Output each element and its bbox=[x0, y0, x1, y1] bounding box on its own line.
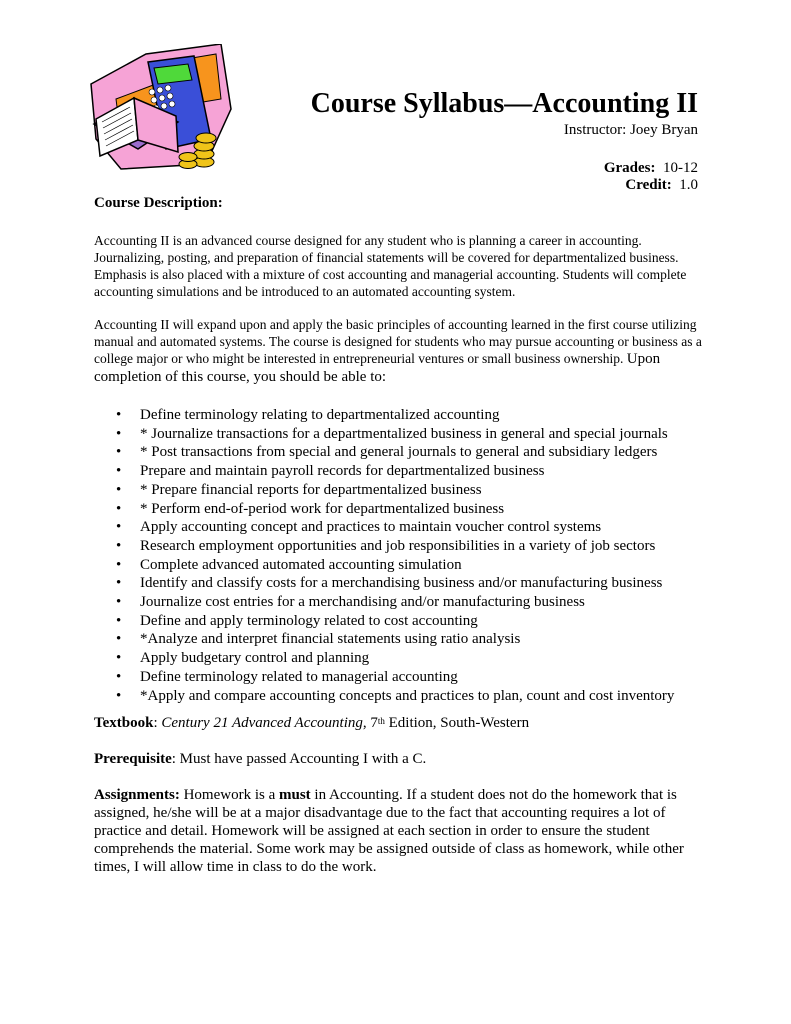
textbook-edition-number: , 7 bbox=[362, 715, 378, 732]
bullet-icon: • bbox=[116, 631, 122, 648]
bullet-icon: • bbox=[116, 500, 122, 517]
textbook-label: Textbook bbox=[94, 715, 154, 732]
list-item bbox=[116, 481, 704, 500]
list-item bbox=[116, 630, 704, 649]
list-item bbox=[116, 406, 704, 425]
assignments-text-before: Homework is a bbox=[179, 787, 279, 804]
objective-text: *Analyze and interpret financial statements using ratio analysis bbox=[140, 631, 521, 648]
bullet-icon: • bbox=[116, 575, 122, 592]
accounting-clipart-icon bbox=[86, 44, 236, 174]
list-item bbox=[116, 462, 704, 481]
objective-text: Apply budgetary control and planning bbox=[140, 650, 370, 667]
description-paragraph-2-tail: Upon completion of this course, you should be able to: bbox=[94, 351, 661, 385]
bullet-icon: • bbox=[116, 687, 122, 704]
bullet-icon: • bbox=[116, 537, 122, 554]
objective-text: * Post transactions from special and general journals to general and subsidiary ledgers bbox=[140, 444, 658, 461]
list-item bbox=[116, 574, 704, 593]
list-item bbox=[116, 443, 704, 462]
credit-value: 1.0 bbox=[679, 177, 698, 193]
page-title: Course Syllabus—Accounting II bbox=[310, 88, 698, 119]
list-item bbox=[116, 537, 704, 556]
bullet-icon: • bbox=[116, 594, 122, 611]
grades-line bbox=[604, 160, 698, 177]
description-paragraph-1: Accounting II is an advanced course designed for any student who is planning a career in accounting. Journalizing, posting, and preparation of financial statements will be covered for departmentalized business. Emphasis is also placed with a mixture of cost accounting and managerial accounting. Students will complete accounting simulations and be introduced to an automated accounting system. bbox=[94, 233, 687, 299]
prerequisite-line bbox=[94, 750, 704, 768]
credit-label: Credit: bbox=[625, 177, 672, 193]
objective-text: * Prepare financial reports for departmentalized business bbox=[140, 481, 482, 498]
assignments-text-after: in Accounting. If a student does not do the homework that is assigned, he/she will be at a major disadvantage due to the fact that accounting requires a lot of practice and detail. Homework will be assigned at each section in order to ensure the student comprehends the material. Some work may be assigned outside of class as homework, while other times, I will allow time in class to do the work. bbox=[94, 787, 684, 876]
objectives-list bbox=[94, 406, 704, 705]
prerequisite-label: Prerequisite bbox=[94, 751, 172, 768]
list-item bbox=[116, 668, 704, 687]
list-item bbox=[116, 612, 704, 631]
objective-text: Define terminology related to managerial accounting bbox=[140, 668, 458, 685]
objective-text: Identify and classify costs for a merchandising business and/or manufacturing business bbox=[140, 575, 663, 592]
textbook-line: Textbook: Century 21 Advanced Accounting, 7th Edition, South-Western bbox=[94, 715, 530, 732]
description-paragraph-2-text: Accounting II will expand upon and apply the basic principles of accounting learned in the first course utilizing manual and automated systems. The course is designed for students who may pursue accounting or business as a college major or who might be interested in entrepreneurial ventures or small business ownership. bbox=[94, 317, 702, 366]
list-item bbox=[116, 556, 704, 575]
bullet-icon: • bbox=[116, 556, 122, 573]
objective-text: Prepare and maintain payroll records for departmentalized business bbox=[140, 463, 545, 480]
bullet-icon: • bbox=[116, 463, 122, 480]
list-item bbox=[116, 593, 704, 612]
bullet-icon: • bbox=[116, 425, 122, 442]
textbook-edition-rest: Edition, South-Western bbox=[384, 715, 530, 732]
objective-text: Research employment opportunities and job responsibilities in a variety of job sectors bbox=[140, 537, 656, 554]
list-item bbox=[116, 518, 704, 537]
objective-text: * Perform end-of-period work for departmentalized business bbox=[140, 500, 505, 517]
textbook-title: Century 21 Advanced Accounting bbox=[161, 715, 363, 732]
bullet-icon: • bbox=[116, 650, 122, 667]
list-item bbox=[116, 425, 704, 444]
bullet-icon: • bbox=[116, 519, 122, 536]
instructor-line: Instructor: Joey Bryan bbox=[563, 122, 698, 138]
list-item bbox=[116, 649, 704, 668]
assignments-paragraph bbox=[94, 786, 704, 876]
grades-value: 10-12 bbox=[663, 160, 698, 176]
objective-text: *Apply and compare accounting concepts and practices to plan, count and cost inventory bbox=[140, 687, 675, 704]
course-description-heading: Course Description: bbox=[94, 195, 223, 211]
bullet-icon: • bbox=[116, 668, 122, 685]
bullet-icon: • bbox=[116, 407, 122, 423]
objective-text: Journalize cost entries for a merchandising and/or manufacturing business bbox=[140, 594, 585, 611]
credit-line bbox=[625, 177, 698, 194]
description-paragraph-2 bbox=[94, 316, 704, 386]
objective-text: Define and apply terminology related to cost accounting bbox=[140, 612, 478, 629]
bullet-icon: • bbox=[116, 481, 122, 498]
textbook-edition-suffix: th bbox=[377, 716, 385, 727]
list-item bbox=[116, 687, 704, 706]
prerequisite-text: : Must have passed Accounting I with a C. bbox=[171, 751, 427, 768]
objective-text: Apply accounting concept and practices to maintain voucher control systems bbox=[140, 519, 602, 536]
bullet-icon: • bbox=[116, 612, 122, 629]
bullet-icon: • bbox=[116, 444, 122, 461]
syllabus-body bbox=[94, 195, 704, 876]
objective-text: Define terminology relating to departmentalized accounting bbox=[140, 407, 500, 423]
assignments-emphasis: must bbox=[279, 787, 311, 804]
objective-text: * Journalize transactions for a departmentalized business in general and special journals bbox=[140, 425, 668, 442]
grades-label: Grades: bbox=[603, 160, 656, 176]
assignments-label: Assignments: bbox=[94, 787, 180, 804]
list-item bbox=[116, 500, 704, 519]
objective-text: Complete advanced automated accounting simulation bbox=[140, 556, 462, 573]
